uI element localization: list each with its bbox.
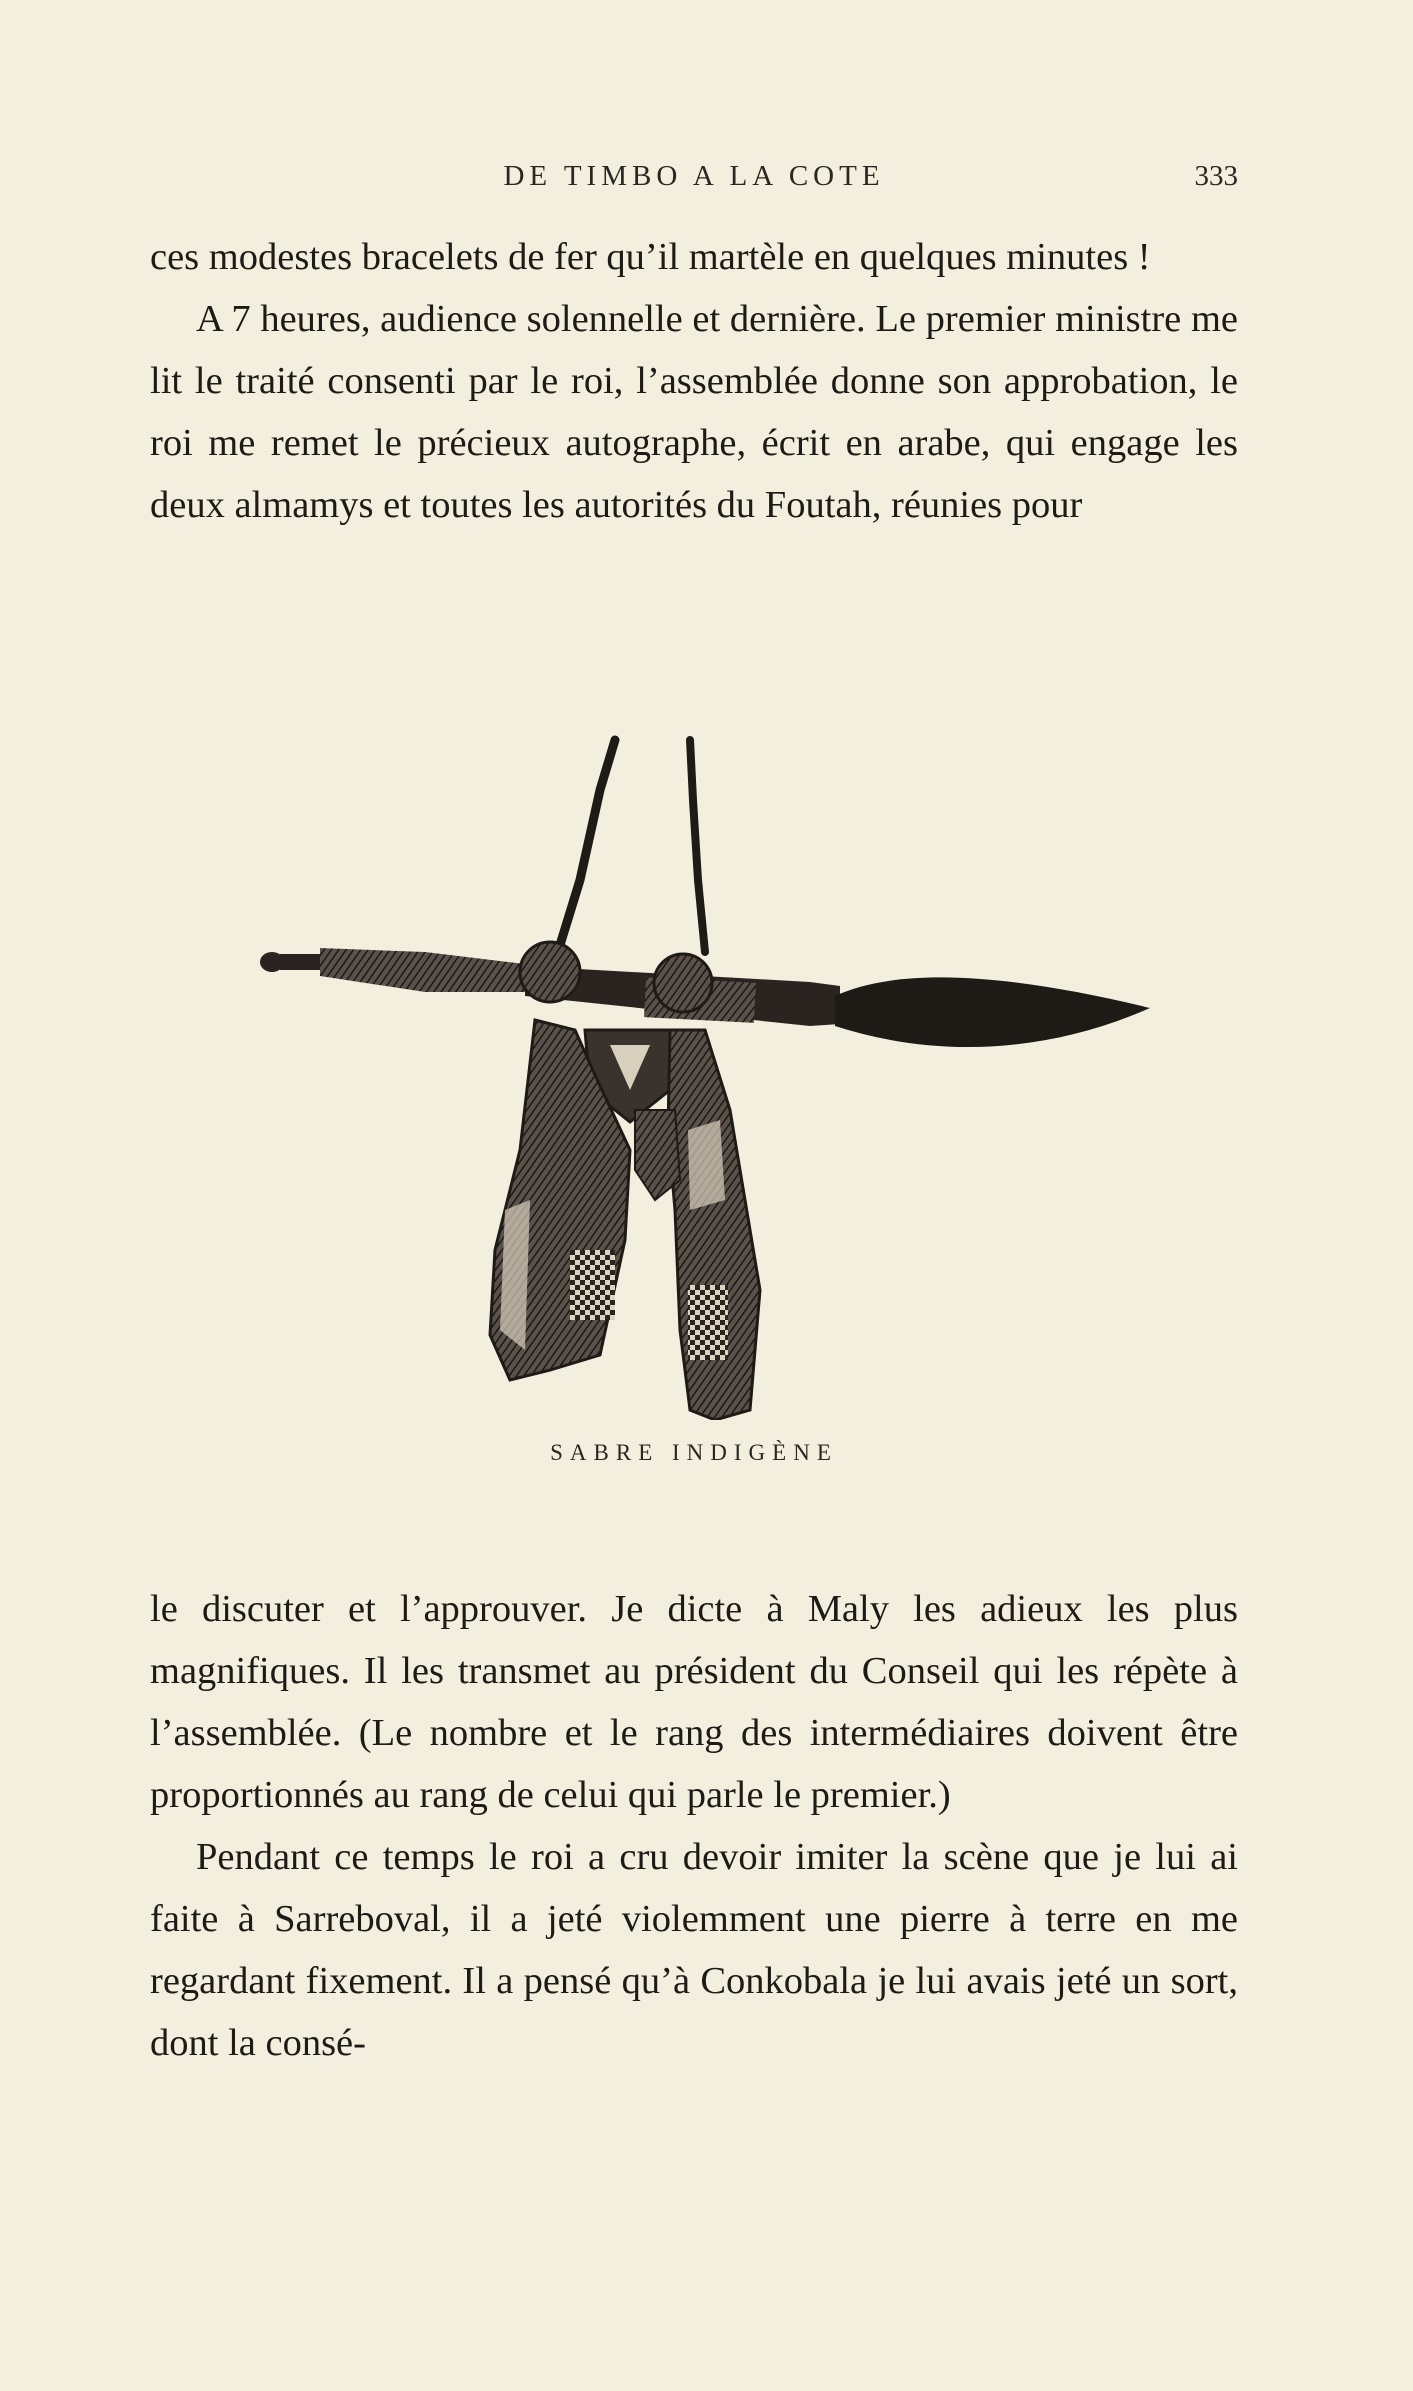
sabre-illustration [250,730,1180,1420]
text-block-bottom [150,1578,1238,2074]
paragraph: Pendant ce temps le roi a cru devoir imiter la scène que je lui ai faite à Sarreboval, il a jeté violemment une pierre à terre en me regardant fixement. Il a pensé qu’à Conkobala je lui avais jeté un sort, dont la consé- [150,1836,1238,2064]
paragraph: le discuter et l’approuver. Je dicte à Maly les adieux les plus magnifiques. Il les transmet au président du Conseil qui les répète à l’assemblée. (Le nombre et le rang des intermédiaires doivent être proportionnés au rang de celui qui parle le premier.) [150,1588,1238,1816]
running-title: DE TIMBO A LA COTE [503,160,885,192]
text-block-top [150,226,1238,536]
paragraph: A 7 heures, audience solennelle et dernière. Le premier ministre me lit le traité consenti par le roi, l’assemblée donne son approbation, le roi me remet le précieux autographe, écrit en arabe, qui engage les deux almamys et toutes les autorités du Foutah, réunies pour [150,298,1238,526]
sabre-engraving-icon [250,730,1180,1420]
figure-caption: SABRE INDIGÈNE [550,1440,838,1465]
page-number: 333 [1194,160,1238,192]
running-head [150,160,1238,200]
paragraph: ces modestes bracelets de fer qu’il martèle en quelques minutes ! [150,236,1151,278]
